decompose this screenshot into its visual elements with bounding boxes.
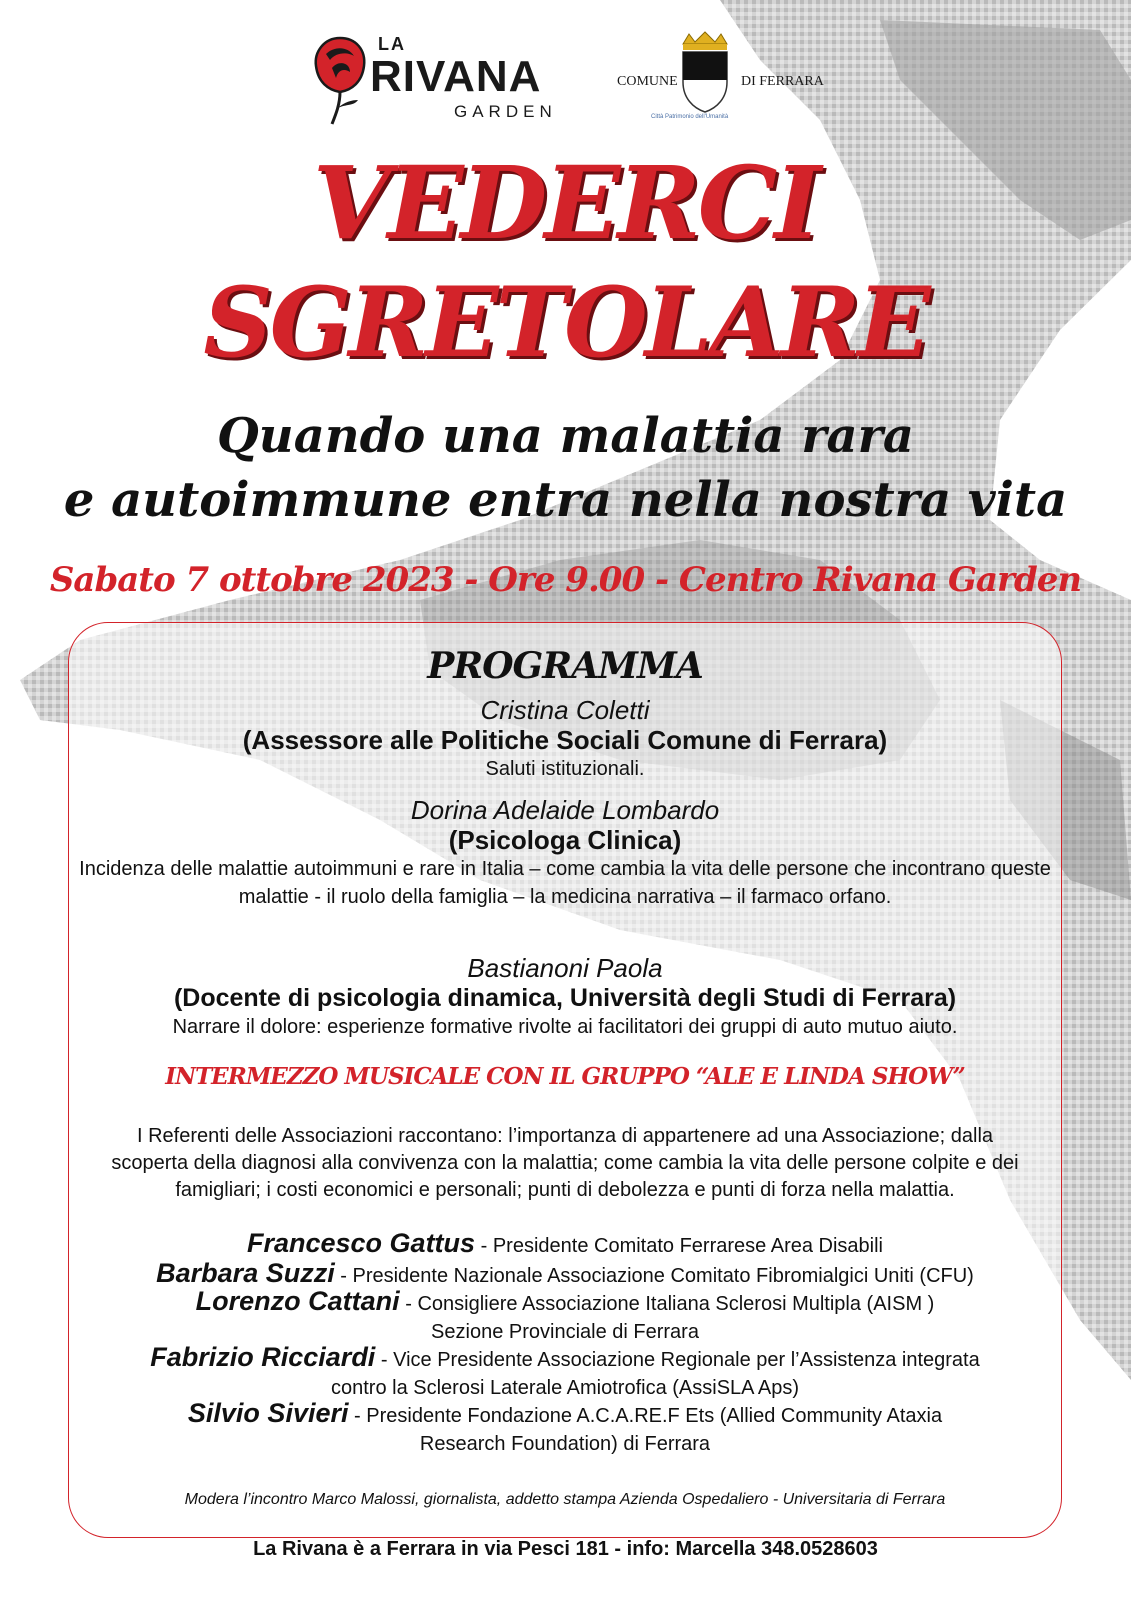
speaker-name: Cristina Coletti (480, 695, 650, 725)
crest-icon (677, 30, 733, 114)
referent-role: - Presidente Comitato Ferrarese Area Disabili (475, 1235, 884, 1257)
speaker-block (69, 953, 1061, 1041)
title-line-1: VEDERCI (312, 144, 819, 262)
title-line-2: SGRETOLARE (203, 266, 928, 379)
musical-intermezzo: INTERMEZZO MUSICALE CON IL GRUPPO “ALE E LINDA SHOW” (165, 1063, 965, 1090)
referent-item (159, 1287, 971, 1346)
speaker-block (69, 695, 1061, 783)
speaker-role: (Psicologa Clinica) (448, 825, 682, 855)
speaker-role: (Assessore alle Politiche Sociali Comune di Ferrara) (242, 725, 888, 755)
referent-name: Silvio Sivieri (187, 1398, 349, 1428)
subtitle-line-1: Quando una malattia rara (216, 408, 914, 464)
logo-tagline: Città Patrimonio dell'Umanità (651, 114, 729, 120)
referent-role: - Vice Presidente Associazione Regionale per l’Assistenza integrata contro la Sclerosi Laterale Amiotrofica (AssiSLA Aps) (331, 1349, 980, 1399)
speaker-name: Dorina Adelaide Lombardo (410, 795, 720, 825)
referent-name: Fabrizio Ricciardi (150, 1342, 376, 1372)
rivana-garden-logo (312, 32, 587, 128)
comune-ferrara-logo (615, 30, 825, 128)
referent-name: Barbara Suzzi (156, 1258, 335, 1288)
moderator-note: Modera l’incontro Marco Malossi, giornalista, addetto stampa Azienda Ospedaliero - Universitaria di Ferrara (184, 1491, 946, 1508)
footer-info: La Rivana è a Ferrara in via Pesci 181 - info: Marcella 348.0528603 (253, 1538, 878, 1560)
referent-role: - Consigliere Associazione Italiana Sclerosi Multipla (AISM ) Sezione Provinciale di Ferrara (399, 1293, 935, 1343)
program-box (68, 622, 1062, 1538)
speaker-topic: Narrare il dolore: esperienze formative rivolte ai facilitatori dei gruppi di auto mutuo aiuto. (172, 1016, 958, 1038)
referent-name: Lorenzo Cattani (195, 1286, 400, 1316)
referent-item (149, 1343, 981, 1402)
speaker-role: (Docente di psicologia dinamica, Università degli Studi di Ferrara) (173, 984, 957, 1012)
rose-icon (312, 34, 368, 128)
logo-text-rivana: RIVANA (370, 52, 542, 101)
program-heading: PROGRAMMA (427, 645, 703, 687)
referent-name: Francesco Gattus (246, 1228, 476, 1258)
logo-text-comune: COMUNE (617, 74, 678, 89)
associations-intro: I Referenti delle Associazioni raccontano: l’importanza di appartenere ad una Associazione; dalla scoperta della diagnosi alla convivenza con la malattia; come cambia la vita delle persone colpite e dei famigliari; i costi economici e personali; punti di debolezza e punti di forza nella malattia. (111, 1125, 1019, 1201)
speaker-name: Bastianoni Paola (467, 953, 663, 983)
referent-item (169, 1399, 961, 1458)
event-date-line: Sabato 7 ottobre 2023 - Ore 9.00 - Centro Rivana Garden (49, 560, 1082, 600)
speaker-topic: Incidenza delle malattie autoimmuni e rare in Italia – come cambia la vita delle persone che incontrano queste malattie - il ruolo della famiglia – la medicina narrativa – il farmaco orfano. (79, 858, 1051, 908)
logo-text-garden: GARDEN (454, 102, 557, 121)
speaker-topic: Saluti istituzionali. (485, 758, 645, 780)
speaker-block (69, 795, 1061, 911)
referent-item (69, 1229, 1061, 1260)
logo-text-di-ferrara: DI FERRARA (741, 74, 824, 89)
referent-role: - Presidente Fondazione A.C.A.RE.F Ets (Allied Community Ataxia Research Foundation) di Ferrara (348, 1405, 943, 1455)
subtitle-line-2: e autoimmune entra nella nostra vita (63, 472, 1068, 528)
referent-role: - Presidente Nazionale Associazione Comitato Fibromialgici Uniti (CFU) (334, 1265, 974, 1287)
logo-text-la: LA (378, 34, 406, 54)
